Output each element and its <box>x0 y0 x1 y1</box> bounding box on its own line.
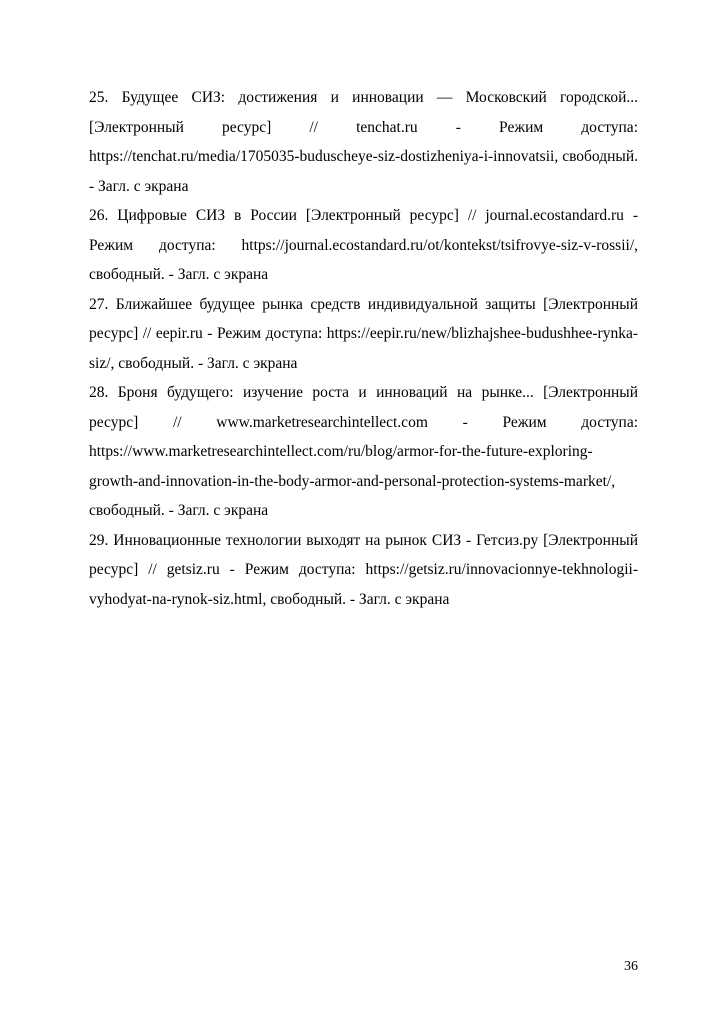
reference-item: 29. Инновационные технологии выходят на рынок СИЗ - Гетсиз.ру [Электронный ресурс] // getsiz.ru - Режим доступа: https://getsiz.ru/innovacionnye-tekhnologii-vyhodyat-na-rynok-siz.html, свободный. - Загл. с экрана <box>89 531 638 608</box>
page-number: 36 <box>624 959 638 974</box>
reference-item: 26. Цифровые СИЗ в России [Электронный ресурс] // journal.ecostandard.ru - Режим доступа: https://journal.ecostandard.ru/ot/kontekst/tsifrovye-siz-v-rossii/, свободный. - Загл. с экрана <box>89 207 638 283</box>
reference-item: 28. Броня будущего: изучение роста и инноваций на рынке... [Электронный ресурс] // www.marketresearchintellect.com - Режим доступа: https://www.marketresearchintellect.com/ru/blog/armor-for-the-future-exploring-growth-and-innovation-in-the-body-armor-and-personal-protection-systems-market/, свободный. - Загл. с экрана <box>89 384 638 519</box>
references-list <box>89 83 638 614</box>
reference-item: 27. Ближайшее будущее рынка средств индивидуальной защиты [Электронный ресурс] // eepir.ru - Режим доступа: https://eepir.ru/new/blizhajshee-budushhee-rynka-siz/, свободный. - Загл. с экрана <box>89 295 638 372</box>
reference-item: 25. Будущее СИЗ: достижения и инновации — Московский городской... [Электронный ресурс] // tenchat.ru - Режим доступа: https://tenchat.ru/media/1705035-buduscheye-siz-dostizheniya-i-innovatsii, свободный. - Загл. с экрана <box>89 89 638 195</box>
